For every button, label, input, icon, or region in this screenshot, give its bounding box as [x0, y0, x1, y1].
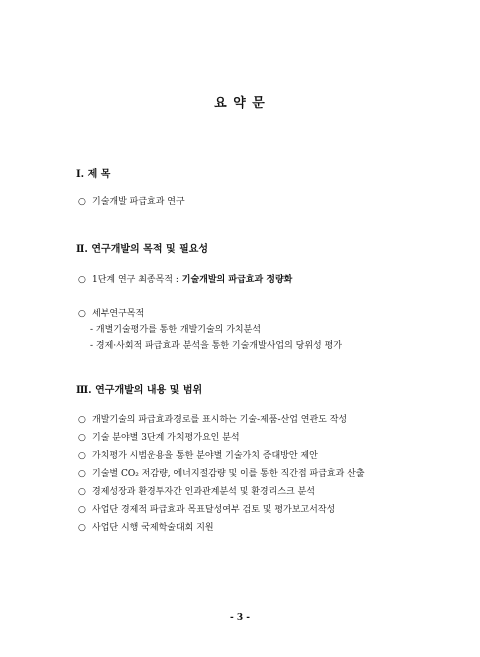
- page-title: 요 약 문: [214, 96, 266, 111]
- item-emphasis: 기술개발의 파급효과 정량화: [181, 275, 293, 285]
- section-3-item-4: [78, 466, 365, 479]
- section-2-heading: Ⅱ. 연구개발의 목적 및 필요성: [76, 244, 209, 255]
- section-2-item-2: [78, 306, 144, 319]
- section-2-subitem-2: - 경제·사회적 파급효과 분석을 통한 기술개발사업의 당위성 평가: [90, 341, 342, 351]
- item-text: 세부연구목적: [92, 309, 145, 319]
- bullet-circle-icon: ○: [78, 505, 86, 515]
- bullet-circle-icon: ○: [78, 309, 86, 319]
- section-2-subitem-1: - 개별기술평가를 통한 개발기술의 가치분석: [90, 325, 261, 335]
- item-prefix: 1단계 연구 최종목적 :: [92, 275, 182, 285]
- bullet-circle-icon: ○: [78, 275, 86, 285]
- section-3-item-2: [78, 430, 240, 443]
- section-3-item-3: [78, 448, 318, 461]
- item-text: 사업단 경제적 파급효과 목표달성여부 검토 및 평가보고서작성: [92, 505, 336, 515]
- bullet-circle-icon: ○: [78, 523, 86, 533]
- item-text: 경제성장과 환경투자간 인과관계분석 및 환경리스크 분석: [92, 487, 315, 497]
- item-text: 사업단 시행 국제학술대회 지원: [92, 523, 214, 533]
- bullet-circle-icon: ○: [78, 469, 86, 479]
- item-text: 가치평가 시범운용을 통한 분야별 기술가치 증대방안 제안: [92, 451, 318, 461]
- bullet-circle-icon: ○: [78, 487, 86, 497]
- item-text: 기술별 CO₂ 저감량, 에너지절감량 및 이를 통한 직간접 파급효과 산출: [92, 469, 365, 479]
- bullet-circle-icon: ○: [78, 415, 86, 425]
- bullet-circle-icon: ○: [78, 433, 86, 443]
- item-text: 개발기술의 파급효과경로를 표시하는 기술-제품-산업 연관도 작성: [92, 415, 348, 425]
- section-1-heading: Ⅰ. 제 목: [76, 169, 111, 180]
- section-3-heading: Ⅲ. 연구개발의 내용 및 범위: [76, 385, 203, 396]
- section-2-item-1: [78, 272, 292, 285]
- section-3-item-6: [78, 502, 335, 515]
- page-number: - 3 -: [230, 613, 250, 623]
- section-1-item-1: [78, 194, 185, 207]
- bullet-circle-icon: ○: [78, 197, 86, 207]
- item-text: 기술 분야별 3단계 가치평가요인 분석: [92, 433, 240, 443]
- section-3-item-5: [78, 484, 315, 497]
- section-3-item-1: [78, 412, 347, 425]
- section-3-item-7: [78, 520, 214, 533]
- bullet-circle-icon: ○: [78, 451, 86, 461]
- item-text: 기술개발 파급효과 연구: [92, 197, 185, 207]
